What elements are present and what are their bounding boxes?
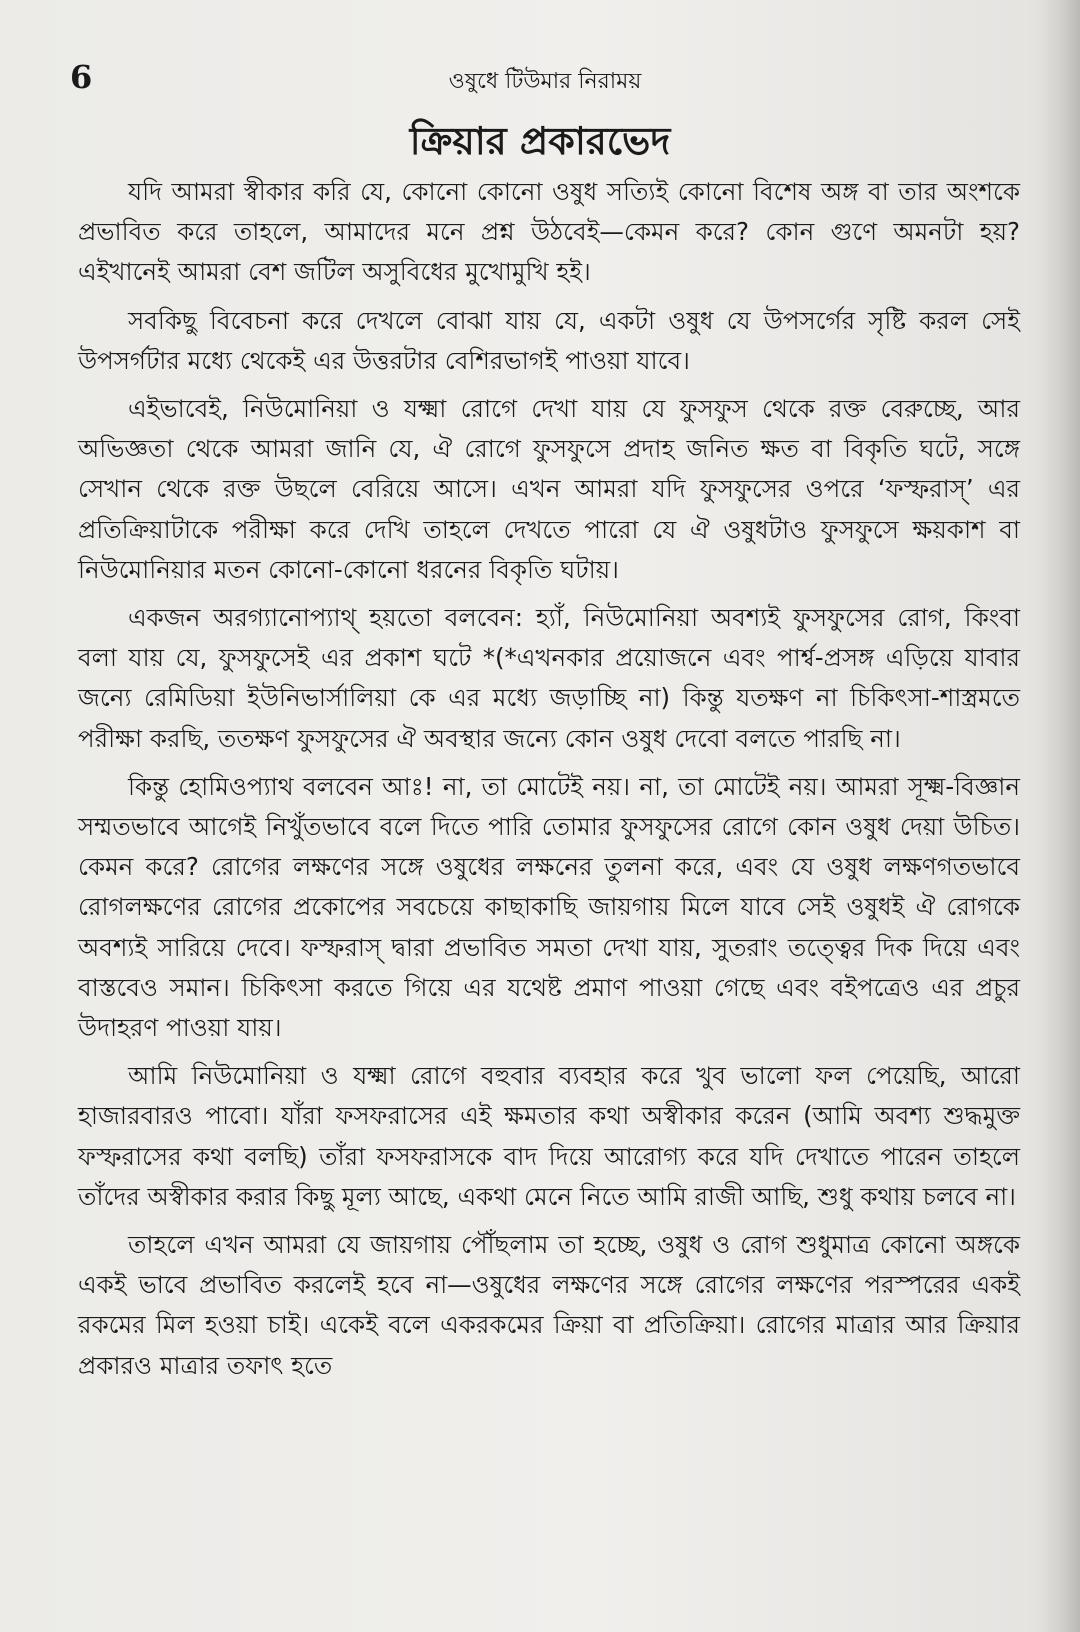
running-head: ওষুধে টিউমার নিরাময় bbox=[448, 69, 642, 94]
page-edge-shadow bbox=[1040, 0, 1080, 1632]
paragraph: তাহলে এখন আমরা যে জায়গায় পৌঁছলাম তা হচ্ছে, ওষুধ ও রোগ শুধুমাত্র কোনো অঙ্গকে একই ভাবে প্রভাবিত করলেই হবে না—ওষুধের লক্ষণের সঙ্গে রোগের লক্ষণের পরস্পরের একই রকমের মিল হওয়া চাই। একেই বলে একরকমের ক্রিয়া বা প্রতিক্রিয়া। রোগের মাত্রার আর ক্রিয়ার প্রকারও মাত্রার তফাৎ হতে bbox=[78, 1230, 1020, 1380]
paragraph: একজন অরগ্যানোপ্যাথ্ হয়তো বলবেন: হ্যাঁ, নিউমোনিয়া অবশ্যই ফুসফুসের রোগ, কিংবা বলা যায় যে, ফুসফুসেই এর প্রকাশ ঘটে *(*এখনকার প্রয়োজনে এবং পার্শ্ব-প্রসঙ্গ এড়িয়ে যাবার জন্যে রেমিডিয়া ইউনিভার্সালিয়া কে এর মধ্যে জড়াচ্ছি না) কিন্তু যতক্ষণ না চিকিৎসা-শাস্ত্রমতে পরীক্ষা করছি, ততক্ষণ ফুসফুসের ঐ অবস্থার জন্যে কোন ওষুধ দেবো বলতে পারছি না। bbox=[78, 603, 1020, 753]
paragraph: এইভাবেই, নিউমোনিয়া ও যক্ষ্মা রোগে দেখা যায় যে ফুসফুস থেকে রক্ত বেরুচ্ছে, আর অভিজ্ঞতা থেকে আমরা জানি যে, ঐ রোগে ফুসফুসে প্রদাহ জনিত ক্ষত বা বিকৃতি ঘটে, সঙ্গে সেখান থেকে রক্ত উছলে বেরিয়ে আসে। এখন আমরা যদি ফুসফুসের ওপরে ‘ফস্ফরাস্’ এর প্রতিক্রিয়াটাকে পরীক্ষা করে দেখি তাহলে দেখতে পারো যে ঐ ওষুধটাও ফুসফুসে ক্ষয়কাশ বা নিউমোনিয়ার মতন কোনো-কোনো ধরনের বিকৃতি ঘটায়। bbox=[78, 394, 1020, 584]
chapter-title: ক্রিয়ার প্রকারভেদ bbox=[409, 119, 671, 163]
page-number: 6 bbox=[70, 58, 93, 96]
paragraph: আমি নিউমোনিয়া ও যক্ষ্মা রোগে বহুবার ব্যবহার করে খুব ভালো ফল পেয়েছি, আরো হাজারবারও পাবো। যাঁরা ফসফরাসের এই ক্ষমতার কথা অস্বীকার করেন (আমি অবশ্য শুদ্ধমুক্ত ফস্ফরাসের কথা বলছি) তাঁরা ফসফরাসকে বাদ দিয়ে আরোগ্য করে যদি দেখাতে পারেন তাহলে তাঁদের অস্বীকার করার কিছু মূল্য আছে, একথা মেনে নিতে আমি রাজী আছি, শুধু কথায় চলবে না। bbox=[78, 1061, 1020, 1211]
body-text bbox=[78, 172, 1020, 1394]
paragraph: কিন্তু হোমিওপ্যাথ বলবেন আঃ! না, তা মোটেই নয়। না, তা মোটেই নয়। আমরা সূক্ষ্ম-বিজ্ঞান সম্মতভাবে আগেই নিখুঁতভাবে বলে দিতে পারি তোমার ফুসফুসের রোগে কোন ওষুধ দেয়া উচিত। কেমন করে? রোগের লক্ষণের সঙ্গে ওষুধের লক্ষনের তুলনা করে, এবং যে ওষুধ লক্ষণগতভাবে রোগলক্ষণের রোগের প্রকোপের সবচেয়ে কাছাকাছি জায়গায় মিলে যাবে সেই ওষুধই ঐ রোগকে অবশ্যই সারিয়ে দেবে। ফস্ফরাস্ দ্বারা প্রভাবিত সমতা দেখা যায়, সুতরাং তত্ত্বের দিক দিয়ে এবং বাস্তবেও সমান। চিকিৎসা করতে গিয়ে এর যথেষ্ট প্রমাণ পাওয়া গেছে এবং বইপত্রেও এর প্রচুর উদাহরণ পাওয়া যায়। bbox=[78, 771, 1020, 1043]
paragraph: যদি আমরা স্বীকার করি যে, কোনো কোনো ওষুধ সত্যিই কোনো বিশেষ অঙ্গ বা তার অংশকে প্রভাবিত করে তাহলে, আমাদের মনে প্রশ্ন উঠবেই—কেমন করে? কোন গুণে অমনটা হয়? এইখানেই আমরা বেশ জটিল অসুবিধের মুখোমুখি হই। bbox=[78, 177, 1021, 287]
page-header bbox=[70, 58, 1020, 98]
paragraph: সবকিছু বিবেচনা করে দেখলে বোঝা যায় যে, একটা ওষুধ যে উপসর্গের সৃষ্টি করল সেই উপসর্গটার মধ্যে থেকেই এর উত্তরটার বেশিরভাগই পাওয়া যাবে। bbox=[78, 305, 1020, 375]
